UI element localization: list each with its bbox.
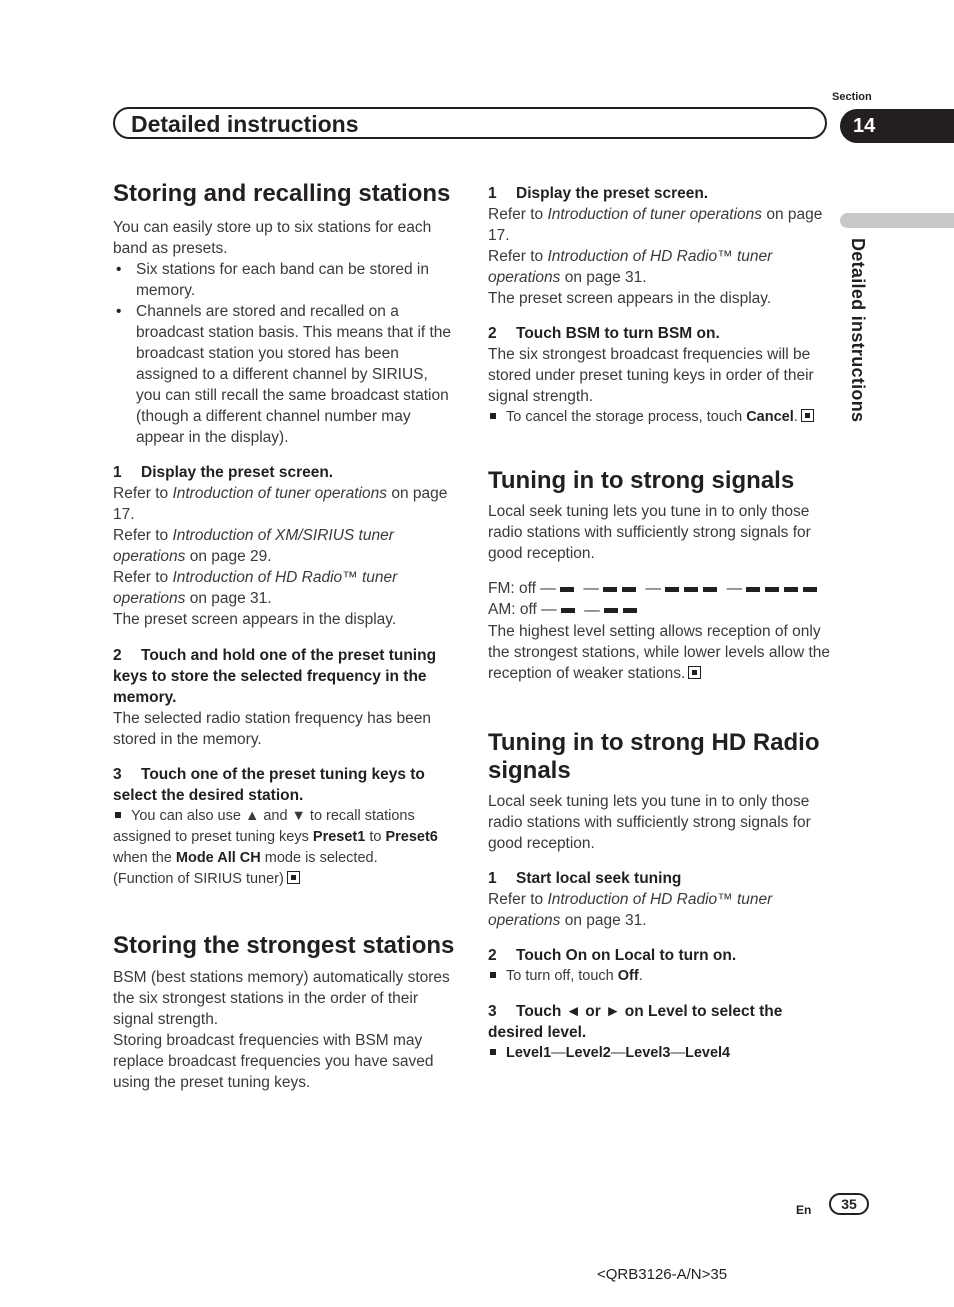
reference-line: Refer to Introduction of HD Radio™ tuner operations on page 31. xyxy=(488,890,773,929)
step-1: 1 Display the preset screen. xyxy=(488,185,709,202)
result-text: The six strongest broadcast frequencies will be stored under preset tuning keys in order of their signal strength. xyxy=(488,346,814,405)
level-bar xyxy=(622,587,636,592)
note-text: To turn off, touch Off. xyxy=(488,966,832,987)
end-mark-icon xyxy=(688,666,701,679)
footer-page-number: 35 xyxy=(829,1193,869,1215)
level-bar xyxy=(803,587,817,592)
level-bar xyxy=(784,587,798,592)
footer-document-code: <QRB3126-A/N>35 xyxy=(597,1266,728,1283)
result-text: The preset screen appears in the display. xyxy=(488,290,772,307)
local-seek-intro: Local seek tuning lets you tune in to only those radio stations with sufficiently strong signals for good reception. xyxy=(488,503,811,562)
step-2: 2 Touch On on Local to turn on. xyxy=(488,946,737,964)
bsm-paragraph: Storing broadcast frequencies with BSM may replace broadcast frequencies you have saved using the preset tuning keys. xyxy=(113,1032,434,1091)
note-square-icon xyxy=(490,1049,496,1055)
result-text: The preset screen appears in the display. xyxy=(113,611,397,628)
end-mark-icon xyxy=(801,409,814,422)
am-level-line: AM: off — — xyxy=(488,599,832,620)
level-options: Level1—Level2—Level3—Level4 xyxy=(488,1043,832,1064)
reference-line: Refer to Introduction of tuner operations on page 17. xyxy=(113,485,448,523)
step-2: 2 Touch and hold one of the preset tuning keys to store the selected frequency in the memory. xyxy=(113,647,437,706)
step-3: 3 Touch one of the preset tuning keys to select the desired station. xyxy=(113,766,425,804)
reference-line: Refer to Introduction of HD Radio™ tuner operations on page 31. xyxy=(113,569,398,607)
am-level-bars xyxy=(561,600,642,621)
heading-storing-recalling: Storing and recalling stations xyxy=(113,180,451,207)
step-2: 2 Touch BSM to turn BSM on. xyxy=(488,325,720,342)
level-bar xyxy=(604,608,618,613)
step-1: 1 Start local seek tuning xyxy=(488,869,682,887)
section-number-badge: 14 xyxy=(840,109,954,143)
bullet-item: • Six stations for each band can be stored in memory. xyxy=(113,259,457,301)
step-1: 1 Display the preset screen. xyxy=(113,464,334,481)
level-separator: — xyxy=(722,580,747,598)
reference-line: Refer to Introduction of tuner operations on page 17. xyxy=(488,206,823,244)
bsm-paragraph: BSM (best stations memory) automatically stores the six strongest stations in the order of their signal strength. xyxy=(113,969,450,1028)
right-column xyxy=(488,183,832,1064)
level-bar xyxy=(746,587,760,592)
level-bar xyxy=(765,587,779,592)
intro-paragraph: You can easily store up to six stations for each band as presets. xyxy=(113,219,432,257)
heading-tuning-strong: Tuning in to strong signals xyxy=(488,467,795,494)
note-text: To cancel the storage process, touch Cancel. xyxy=(488,407,832,428)
fm-level-line: FM: off — — — — xyxy=(488,578,832,599)
level-description: The highest level setting allows reception of only the strongest stations, while lower levels allow the reception of weaker stations. xyxy=(488,622,831,682)
note-square-icon xyxy=(490,413,496,419)
end-mark-icon xyxy=(287,871,300,884)
level-separator: — xyxy=(641,580,666,598)
level-bar xyxy=(703,587,717,592)
page-header-title: Detailed instructions xyxy=(131,111,359,137)
left-column xyxy=(113,180,457,1093)
bullet-item: • Channels are stored and recalled on a broadcast station basis. This means that if the broadcast station you stored has been assigned to a different channel by SIRIUS, you can still recall the same broadcast station (though a different channel number may appear in the display). xyxy=(113,301,457,448)
function-note: (Function of SIRIUS tuner) xyxy=(113,869,457,890)
reference-line: Refer to Introduction of XM/SIRIUS tuner operations on page 29. xyxy=(113,527,394,565)
level-bar xyxy=(603,587,617,592)
level-bar xyxy=(684,587,698,592)
section-label: Section xyxy=(832,91,872,103)
note-text: You can also use ▲ and ▼ to recall stations assigned to preset tuning keys Preset1 to Preset6 when the Mode All CH mode is selected. xyxy=(113,808,438,866)
step-3: 3 Touch ◄ or ► on Level to select the desired level. xyxy=(488,1002,783,1041)
bullet-list xyxy=(113,259,457,448)
level-bar xyxy=(665,587,679,592)
local-seek-intro: Local seek tuning lets you tune in to only those radio stations with sufficiently strong signals for good reception. xyxy=(488,792,811,852)
heading-tuning-hd: Tuning in to strong HD Radio signals xyxy=(488,728,820,784)
note-square-icon xyxy=(115,812,121,818)
level-bar xyxy=(561,608,575,613)
level-bar xyxy=(623,608,637,613)
note-square-icon xyxy=(490,972,496,978)
reference-line: Refer to Introduction of HD Radio™ tuner operations on page 31. xyxy=(488,248,773,286)
level-separator: — xyxy=(579,580,604,598)
footer-language: En xyxy=(796,1203,812,1217)
result-text: The selected radio station frequency has been stored in the memory. xyxy=(113,710,431,748)
level-separator: — xyxy=(579,601,605,619)
fm-level-bars xyxy=(560,578,822,599)
level-bar xyxy=(560,587,574,592)
side-tab-label: Detailed instructions xyxy=(848,238,868,423)
side-tab-marker xyxy=(840,213,954,228)
heading-storing-strongest: Storing the strongest stations xyxy=(113,932,455,959)
